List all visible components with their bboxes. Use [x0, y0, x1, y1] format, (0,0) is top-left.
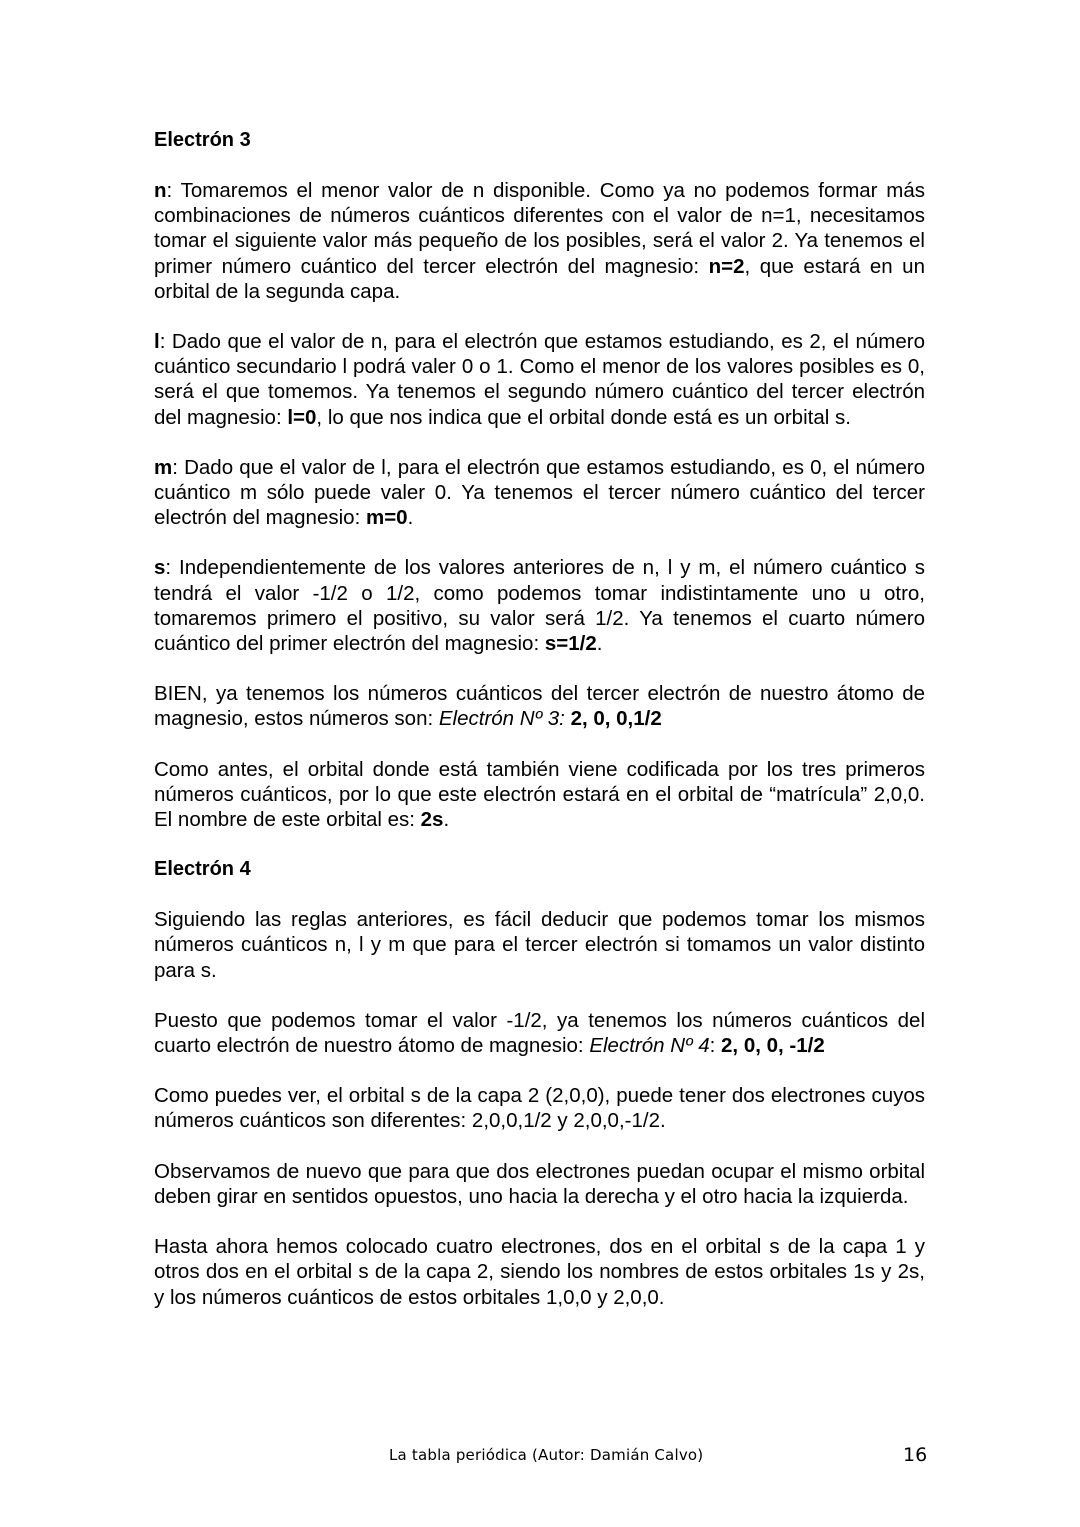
- paragraph: [154, 1083, 925, 1133]
- bold-text: m=0: [365, 506, 408, 530]
- paragraph: [154, 455, 925, 531]
- heading-electron-4: Electrón 4: [154, 858, 251, 881]
- text-run: Como puedes ver, el orbital s de la capa 2 (2,0,0), puede tener dos electrones cuyos números cuánticos son diferentes: 2,0,0,1/2 y 2,0,0,-1/2.: [154, 1084, 925, 1133]
- page-number: 16: [903, 1444, 928, 1466]
- text-run: Como antes, el orbital donde está también viene codificada por los tres primeros números cuánticos, por lo que este electrón estará en el orbital de “matrícula” 2,0,0. El nombre de este orbital es:: [154, 757, 925, 832]
- paragraph: [154, 555, 925, 656]
- document-body: [154, 128, 925, 1335]
- text-run: Observamos de nuevo que para que dos electrones puedan ocupar el mismo orbital deben girar en sentidos opuestos, uno hacia la derecha y el otro hacia la izquierda.: [154, 1159, 925, 1208]
- text-run: : Dado que el valor de l, para el electrón que estamos estudiando, es 0, el número cuántico m sólo puede valer 0. Ya tenemos el tercer número cuántico del tercer electrón del magnesio:: [154, 455, 925, 530]
- text-run: : Independientemente de los valores anteriores de n, l y m, el número cuántico s tendrá el valor -1/2 o 1/2, como podemos tomar indistintamente uno u otro, tomaremos primero el positivo, su valor será 1/2. Ya tenemos el cuarto número cuántico del primer electrón del magnesio:: [154, 556, 925, 656]
- paragraph: [154, 178, 925, 304]
- bold-text: 2, 0, 0,1/2: [570, 707, 662, 731]
- paragraph: [154, 757, 925, 833]
- paragraph: [154, 681, 925, 731]
- bold-text: s: [154, 556, 166, 580]
- text-run: , lo que nos indica que el orbital donde está es un orbital s.: [316, 405, 851, 429]
- bold-text: n: [154, 179, 167, 202]
- heading-electron-3: Electrón 3: [154, 129, 251, 151]
- text-run: .: [443, 808, 450, 832]
- text-run: .: [596, 632, 603, 656]
- bold-text: n=2: [708, 254, 745, 278]
- paragraph: [154, 1234, 925, 1310]
- bold-text: l=0: [287, 405, 317, 429]
- text-run: Siguiendo las reglas anteriores, es fácil deducir que podemos tomar los mismos números cuánticos n, l y m que para el tercer electrón si tomamos un valor distinto para s.: [154, 908, 925, 982]
- text-run: BIEN, ya tenemos los números cuánticos del tercer electrón de nuestro átomo de magnesio, estos números son:: [154, 682, 925, 731]
- paragraph: [154, 329, 925, 430]
- bold-text: 2s: [420, 808, 444, 832]
- bold-text: l: [154, 330, 160, 354]
- text-run: : Tomaremos el menor valor de n disponible. Como ya no podemos formar más combinaciones de números cuánticos diferentes con el valor de n=1, necesitamos tomar el siguiente valor más pequeño de los posibles, será el valor 2. Ya tenemos el primer número cuántico del tercer electrón del magnesio:: [154, 179, 925, 278]
- page-footer: [0, 1444, 1080, 1468]
- italic-text: Electrón Nº 4: [589, 1034, 710, 1058]
- italic-text: Electrón Nº 3:: [438, 707, 565, 731]
- bold-text: m: [154, 455, 173, 479]
- text-run: Hasta ahora hemos colocado cuatro electrones, dos en el orbital s de la capa 1 y otros dos en el orbital s de la capa 2, siendo los nombres de estos orbitales 1s y 2s, y los números cuánticos de estos orbitales 1,0,0 y 2,0,0.: [154, 1235, 925, 1309]
- bold-text: s=1/2: [544, 632, 597, 656]
- bold-text: 2, 0, 0, -1/2: [721, 1034, 825, 1058]
- paragraph: [154, 907, 925, 983]
- text-run: : Dado que el valor de n, para el electrón que estamos estudiando, es 2, el número cuántico secundario l podrá valer 0 o 1. Como el menor de los valores posibles es 0, será el que tomemos. Ya tenemos el segundo número cuántico del tercer electrón del magnesio:: [154, 330, 925, 429]
- footer-text: La tabla periódica (Autor: Damián Calvo): [389, 1446, 704, 1464]
- paragraph: [154, 1008, 925, 1058]
- text-run: , que estará en un orbital de la segunda capa.: [154, 254, 925, 303]
- paragraph: [154, 1159, 925, 1209]
- text-run: :: [709, 1034, 722, 1058]
- text-run: Puesto que podemos tomar el valor -1/2, ya tenemos los números cuánticos del cuarto electrón de nuestro átomo de magnesio:: [154, 1008, 925, 1058]
- text-run: .: [407, 506, 414, 530]
